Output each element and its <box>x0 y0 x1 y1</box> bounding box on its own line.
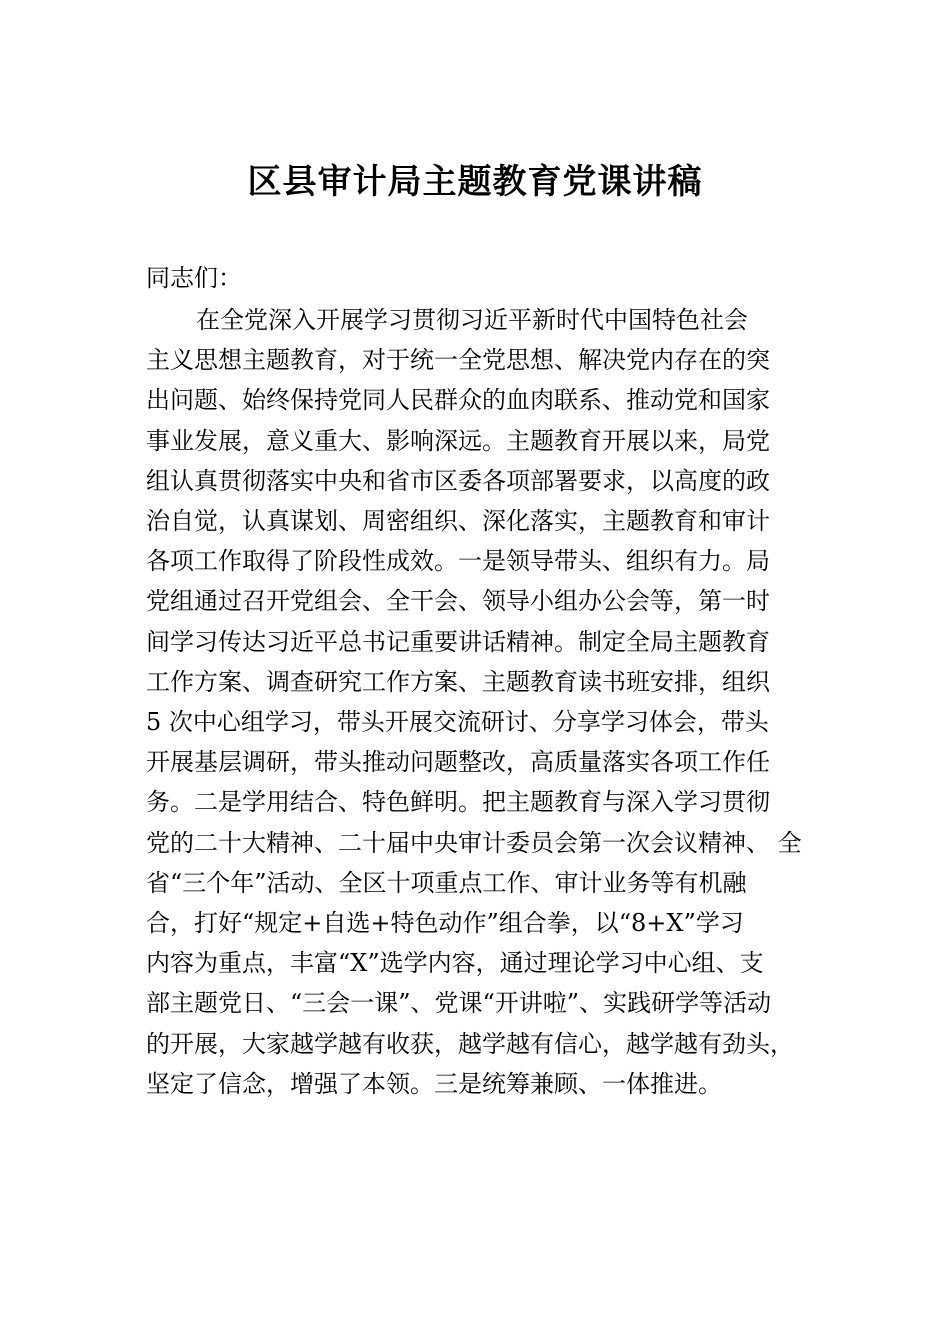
body-line: 主义思想主题教育，对于统一全党思想、解决党内存在的突 <box>146 346 770 375</box>
body-line: 开展基层调研，带头推动问题整改，高质量落实各项工作任 <box>146 748 770 777</box>
salutation: 同志们： <box>146 264 242 292</box>
body-line: 组认真贯彻落实中央和省市区委各项部署要求，以高度的政 <box>146 466 770 495</box>
body-line: 的开展，大家越学越有收获，越学越有信心，越学越有劲头， <box>146 1029 794 1058</box>
body-line: 工作方案、调查研究工作方案、主题教育读书班安排，组织 <box>146 667 770 696</box>
body-line: 在全党深入开展学习贯彻习近平新时代中国特色社会 <box>196 306 748 334</box>
body-line: 事业发展，意义重大、影响深远。主题教育开展以来，局党 <box>146 426 770 455</box>
body-line: 5 次中心组学习，带头开展交流研讨、分享学习体会，带头 <box>146 708 769 736</box>
body-line: 务。二是学用结合、特色鲜明。把主题教育与深入学习贯彻 <box>146 788 770 817</box>
body-line: 合，打好“规定+自选+特色动作”组合拳，以“8+X”学习 <box>146 909 744 937</box>
page-title: 区县审计局主题教育党课讲稿 <box>247 162 703 202</box>
body-line: 各项工作取得了阶段性成效。一是领导带头、组织有力。局 <box>146 547 770 576</box>
body-line: 出问题、始终保持党同人民群众的血肉联系、推动党和国家 <box>146 386 770 415</box>
body-line: 党组通过召开党组会、全干会、领导小组办公会等，第一时 <box>146 587 770 616</box>
body-line: 党的二十大精神、二十届中央审计委员会第一次会议精神、 全 <box>146 828 802 857</box>
body-line: 内容为重点，丰富“X”选学内容，通过理论学习中心组、支 <box>146 949 764 978</box>
body-line: 治自觉，认真谋划、周密组织、深化落实，主题教育和审计 <box>146 507 770 535</box>
body-line: 坚定了信念，增强了本领。三是统筹兼顾、一体推进。 <box>146 1069 722 1098</box>
body-line: 部主题党日、“三会一课”、党课“开讲啦”、实践研学等活动 <box>146 989 772 1018</box>
body-line: 省“三个年”活动、全区十项重点工作、审计业务等有机融 <box>146 868 747 897</box>
body-line: 间学习传达习近平总书记重要讲话精神。制定全局主题教育 <box>146 627 770 656</box>
